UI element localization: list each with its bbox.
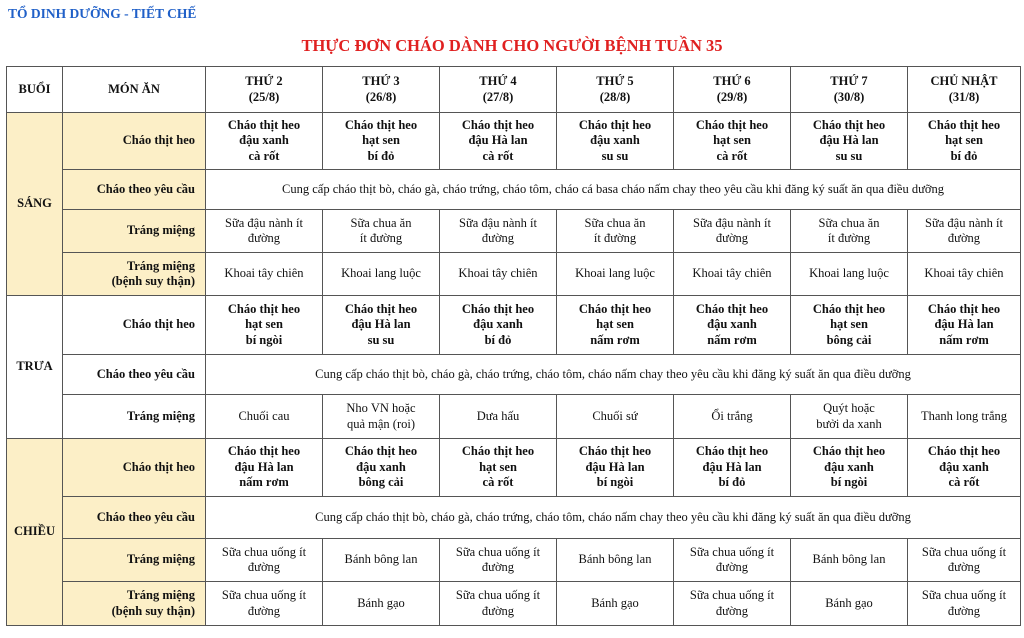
dessert-cell [908,210,1021,253]
cell-line: bông cải [358,475,404,490]
kidney-dessert-cell [908,582,1021,626]
cell-line: (bệnh suy thận) [111,603,195,618]
cell-line: đậu Hà lan [934,317,994,332]
menu-table [6,66,1021,626]
dish-cell [791,113,908,170]
cell-line: Cháo thịt heo [461,301,535,316]
cell-line: Sữa đậu nành ít [693,215,771,230]
table-row [7,210,1021,253]
dessert-cell [908,539,1021,582]
cell-line: đường [481,560,515,574]
cell-line: Cháo thịt heo [695,444,769,459]
cell-line: Cháo thịt heo [461,444,535,459]
cell-line: đường [715,603,749,618]
dessert-cell [791,395,908,439]
cell-line: Chuối sứ [592,408,638,423]
dish-label: Tráng miệng [63,539,206,582]
dish-cell [908,296,1021,355]
dessert-cell [674,210,791,253]
cell-line: su su [367,332,395,347]
cell-line: hạt sen [596,317,634,332]
kidney-dessert-cell [791,253,908,296]
cell-line: cà rốt [248,148,280,163]
cell-line: đậu Hà lan [702,459,762,474]
dish-cell [440,439,557,497]
cell-line: Sữa chua ăn [584,215,646,230]
dish-cell [674,113,791,170]
page-title: THỰC ĐƠN CHÁO DÀNH CHO NGƯỜI BỆNH TUẦN 35 [301,36,723,55]
dessert-cell [440,210,557,253]
dish-cell [557,439,674,497]
cell-line: đậu xanh [707,317,757,332]
cell-line: đậu xanh [239,133,289,148]
day-header [206,67,323,113]
day-header [440,67,557,113]
day-date: (27/8) [482,89,514,104]
day-date: (25/8) [248,89,280,104]
dish-cell [791,439,908,497]
dessert-cell [206,210,323,253]
cell-line: đậu xanh [590,133,640,148]
dish-label: Cháo theo yêu cầu [63,170,206,210]
kidney-dessert-cell [440,253,557,296]
table-row [7,170,1021,210]
dessert-cell [791,539,908,582]
kidney-dessert-cell [323,582,440,626]
cell-line: Chuối cau [238,408,290,423]
cell-text: Khoai lang luộc [575,266,655,281]
dish-label: Cháo theo yêu cầu [63,355,206,395]
day-name: CHỦ NHẬT [930,74,998,88]
cell-line: Sữa chua ăn [350,215,412,230]
cell-line: Quýt hoặc [823,401,875,415]
dish-cell [323,113,440,170]
cell-line: Cháo thịt heo [812,301,886,316]
cell-line: đường [715,231,749,245]
request-note: Cung cấp cháo thịt bò, cháo gà, cháo trứng, cháo tôm, cháo nấm chay theo yêu cầu khi đăng ký suất ăn qua điều dưỡng [206,497,1021,539]
day-name: THỨ 7 [830,74,868,88]
dessert-cell [791,210,908,253]
cell-line: Dưa hấu [476,408,520,423]
cell-line: Cháo thịt heo [812,117,886,132]
table-row [7,296,1021,355]
dish-cell [557,296,674,355]
cell-line: Cháo thịt heo [927,301,1001,316]
table-row [7,355,1021,395]
table-row [7,539,1021,582]
cell-line: Bánh gạo [825,595,873,610]
kidney-dessert-cell [440,582,557,626]
cell-line: nấm rơm [590,332,640,347]
day-name: THỨ 4 [479,74,517,88]
dish-cell [674,439,791,497]
dish-cell [323,296,440,355]
cell-line: đường [481,603,515,618]
dessert-cell [440,395,557,439]
kidney-dessert-cell [557,582,674,626]
day-date: (29/8) [716,89,748,104]
cell-line: đường [247,231,281,245]
cell-line: Bánh gạo [591,595,639,610]
cell-line: ít đường [827,231,871,245]
day-date: (26/8) [365,89,397,104]
cell-line: đường [715,560,749,574]
cell-line: nấm rơm [707,332,757,347]
table-row [7,113,1021,170]
cell-line: Sữa chua uống ít [221,544,307,559]
dish-label: Tráng miệng [63,395,206,439]
cell-text: Khoai tây chiên [924,266,1004,281]
dessert-cell [323,539,440,582]
cell-line: Nho VN hoặc [346,401,416,415]
cell-line: bí đỏ [367,148,395,163]
dessert-cell [440,539,557,582]
dish-cell [206,113,323,170]
cell-line: Sữa chua uống ít [689,544,775,559]
cell-line: đường [247,560,281,574]
mon-an-header: MÓN ĂN [63,67,206,113]
cell-line: Tráng miệng [126,588,195,602]
cell-line: (bệnh suy thận) [111,274,195,288]
dish-cell [440,113,557,170]
kidney-dessert-cell [791,582,908,626]
cell-line: Thanh long trắng [920,408,1008,423]
cell-line: đường [481,231,515,245]
cell-line: Cháo thịt heo [344,301,418,316]
cell-line: đậu Hà lan [234,459,294,474]
cell-line: cà rốt [482,475,514,490]
day-name: THỨ 5 [596,74,634,88]
cell-line: hạt sen [245,317,283,332]
dish-cell [206,439,323,497]
dessert-cell [557,539,674,582]
cell-line: đậu Hà lan [468,133,528,148]
kidney-dessert-cell [557,253,674,296]
cell-line: Cháo thịt heo [812,444,886,459]
dish-label [63,582,206,626]
kidney-dessert-cell [908,253,1021,296]
dessert-cell [557,395,674,439]
dessert-cell [206,539,323,582]
dish-cell [557,113,674,170]
cell-line: Cháo thịt heo [695,301,769,316]
cell-line: hạt sen [479,459,517,474]
dessert-cell [908,395,1021,439]
dessert-cell [674,395,791,439]
cell-line: quả mận (roi) [346,416,416,431]
session-label: SÁNG [7,113,63,296]
day-name: THỨ 3 [362,74,400,88]
header-row [7,67,1021,113]
cell-line: Cháo thịt heo [461,117,535,132]
cell-line: bưởi da xanh [816,416,882,431]
dish-cell [323,439,440,497]
cell-line: Cháo thịt heo [927,444,1001,459]
day-name: THỨ 2 [245,74,283,88]
day-date: (30/8) [833,89,865,104]
table-row [7,439,1021,497]
cell-line: cà rốt [482,148,514,163]
buoi-header: BUỔI [7,67,63,113]
cell-line: Tráng miệng [126,258,195,273]
cell-line: đậu xanh [356,459,406,474]
cell-line: ít đường [359,231,403,245]
cell-line: đường [947,603,981,618]
cell-line: Cháo thịt heo [227,444,301,459]
cell-line: Bánh bông lan [578,552,652,567]
cell-line: Sữa chua uống ít [921,588,1007,602]
kidney-dessert-cell [323,253,440,296]
cell-line: Cháo thịt heo [578,444,652,459]
dessert-cell [206,395,323,439]
cell-line: Cháo thịt heo [227,117,301,132]
kidney-dessert-cell [674,253,791,296]
cell-line: đường [247,603,281,618]
cell-line: Cháo thịt heo [227,301,301,316]
cell-line: Sữa chua uống ít [689,588,775,602]
dish-cell [908,113,1021,170]
cell-line: Sữa đậu nành ít [459,215,537,230]
day-date: (28/8) [599,89,631,104]
dessert-cell [323,210,440,253]
cell-line: đậu xanh [824,459,874,474]
table-row [7,582,1021,626]
day-header [323,67,440,113]
cell-text: Khoai tây chiên [692,266,772,281]
cell-line: nấm rơm [239,475,289,490]
dessert-cell [557,210,674,253]
org-name: TỔ DINH DƯỠNG - TIẾT CHẾ [8,6,197,21]
cell-text: Khoai lang luộc [809,266,889,281]
cell-line: Bánh bông lan [812,552,886,567]
cell-line: Cháo thịt heo [578,117,652,132]
cell-line: bí đỏ [950,148,978,163]
cell-line: Cháo thịt heo [927,117,1001,132]
cell-line: đậu Hà lan [351,317,411,332]
cell-line: Ổi trắng [711,408,753,423]
dish-cell [674,296,791,355]
cell-line: đậu Hà lan [585,459,645,474]
cell-line: Sữa đậu nành ít [925,215,1003,230]
cell-line: đậu xanh [939,459,989,474]
cell-line: bí đỏ [718,475,746,490]
dish-label [63,253,206,296]
day-header [557,67,674,113]
request-note: Cung cấp cháo thịt bò, cháo gà, cháo trứng, cháo tôm, cháo cá basa cháo nấm chay theo yêu cầu khi đăng ký suất ăn qua điều dưỡng [206,170,1021,210]
cell-line: hạt sen [713,133,751,148]
table-row [7,253,1021,296]
dessert-cell [674,539,791,582]
cell-line: nấm rơm [939,332,989,347]
cell-line: bí đỏ [484,332,512,347]
cell-line: bí ngòi [830,475,868,490]
cell-line: bí ngòi [596,475,634,490]
day-header [674,67,791,113]
table-row [7,395,1021,439]
day-date: (31/8) [948,89,980,104]
dish-label: Tráng miệng [63,210,206,253]
cell-line: su su [601,148,629,163]
table-row [7,497,1021,539]
cell-line: Sữa chua uống ít [921,544,1007,559]
day-name: THỨ 6 [713,74,751,88]
cell-line: Sữa chua uống ít [221,588,307,602]
cell-line: hạt sen [830,317,868,332]
cell-line: Cháo thịt heo [695,117,769,132]
kidney-dessert-cell [206,582,323,626]
dish-cell [908,439,1021,497]
dessert-cell [323,395,440,439]
kidney-dessert-cell [674,582,791,626]
day-header [791,67,908,113]
cell-line: Cháo thịt heo [344,444,418,459]
session-label: CHIỀU [7,439,63,626]
dish-label: Cháo thịt heo [63,113,206,170]
dish-label: Cháo thịt heo [63,296,206,355]
cell-line: Sữa chua uống ít [455,588,541,602]
cell-line: Cháo thịt heo [344,117,418,132]
cell-text: Khoai tây chiên [224,266,304,281]
day-header [908,67,1021,113]
cell-line: Sữa chua ăn [818,215,880,230]
cell-line: đậu xanh [473,317,523,332]
cell-line: bí ngòi [245,332,283,347]
request-note: Cung cấp cháo thịt bò, cháo gà, cháo trứng, cháo tôm, cháo nấm chay theo yêu cầu khi đăng ký suất ăn qua điều dưỡng [206,355,1021,395]
cell-line: ít đường [593,231,637,245]
cell-line: Bánh gạo [357,595,405,610]
cell-line: cà rốt [716,148,748,163]
session-label: TRƯA [7,296,63,439]
cell-line: Sữa chua uống ít [455,544,541,559]
cell-line: đường [947,560,981,574]
dish-cell [791,296,908,355]
cell-line: cà rốt [948,475,980,490]
cell-line: đậu Hà lan [819,133,879,148]
cell-text: Khoai lang luộc [341,266,421,281]
cell-line: đường [947,231,981,245]
cell-line: Bánh bông lan [344,552,418,567]
kidney-dessert-cell [206,253,323,296]
cell-text: Khoai tây chiên [458,266,538,281]
cell-line: Cháo thịt heo [578,301,652,316]
cell-line: bông cải [826,332,872,347]
cell-line: hạt sen [362,133,400,148]
dish-label: Cháo theo yêu cầu [63,497,206,539]
cell-line: su su [835,148,863,163]
dish-cell [206,296,323,355]
dish-label: Cháo thịt heo [63,439,206,497]
cell-line: hạt sen [945,133,983,148]
dish-cell [440,296,557,355]
cell-line: Sữa đậu nành ít [225,215,303,230]
